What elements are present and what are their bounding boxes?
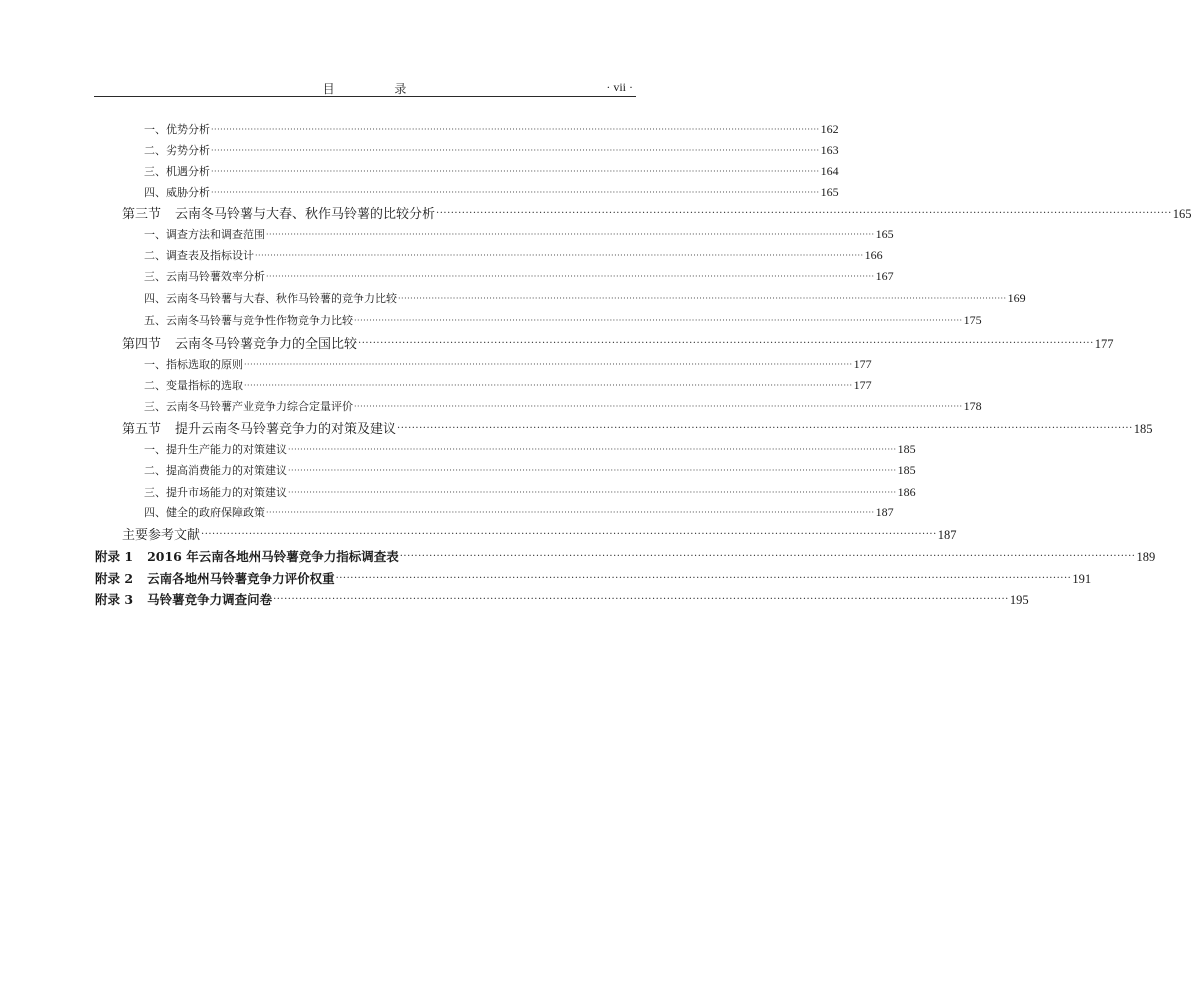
toc-entry-number: 附录 3	[95, 592, 134, 607]
toc-dot-leader: ········································································································································································································	[358, 338, 1094, 349]
toc-entry[interactable]	[144, 121, 839, 137]
toc-dot-leader: ········································································································································································································	[397, 423, 1133, 434]
toc-dot-leader: ········································································································································································································	[398, 294, 1007, 303]
toc-entry[interactable]	[144, 504, 894, 520]
toc-dot-leader: ········································································································································································································	[244, 381, 853, 390]
toc-entry-text: 三、云南马铃薯效率分析	[144, 270, 265, 283]
toc-entry-title	[144, 290, 397, 306]
toc-entry-page: 195	[1009, 593, 1029, 607]
toc-entry-title	[144, 484, 287, 500]
toc-entry-text: 一、指标选取的原则	[144, 358, 243, 371]
toc-entry[interactable]	[144, 163, 839, 179]
toc-entry-page: 165	[820, 185, 839, 199]
toc-entry[interactable]	[144, 398, 982, 414]
toc-entry-title	[122, 418, 396, 437]
toc-entry-text: 马铃薯竞争力调查问卷	[147, 592, 273, 607]
header-divider	[94, 96, 636, 97]
page-header-number: · vii ·	[606, 80, 633, 94]
toc-entry[interactable]	[144, 142, 839, 158]
toc-entry-title	[144, 268, 265, 284]
toc-entry-title	[144, 163, 210, 179]
toc-entry-text: 三、机遇分析	[144, 165, 210, 178]
toc-entry-page: 177	[853, 357, 872, 371]
toc-entry-title	[144, 398, 353, 414]
toc-entry[interactable]	[144, 356, 872, 372]
toc-dot-leader: ········································································································································································································	[335, 573, 1072, 584]
toc-entry[interactable]	[144, 226, 894, 242]
toc-dot-leader: ········································································································································································································	[273, 594, 1009, 605]
toc-entry-title	[95, 590, 272, 608]
toc-entry-title	[95, 569, 335, 587]
toc-entry-text: 提升云南冬马铃薯竞争力的对策及建议	[175, 422, 397, 437]
toc-entry-page: 164	[820, 164, 839, 178]
toc-entry[interactable]	[122, 334, 1114, 352]
toc-dot-leader: ········································································································································································································	[211, 167, 820, 176]
toc-entry-title	[95, 547, 399, 565]
toc-entry-number: 第三节	[122, 207, 162, 222]
toc-entry-page: 165	[875, 227, 894, 241]
toc-entry-title	[144, 121, 210, 137]
toc-entry[interactable]	[144, 462, 916, 478]
toc-entry-title	[144, 462, 287, 478]
toc-dot-leader: ········································································································································································································	[244, 360, 853, 369]
toc-entry-page: 185	[897, 442, 916, 456]
toc-entry[interactable]	[144, 184, 839, 200]
toc-dot-leader: ········································································································································································································	[211, 188, 820, 197]
toc-entry-title	[122, 524, 200, 543]
toc-entry-page: 177	[1094, 337, 1114, 351]
toc-dot-leader: ········································································································································································································	[255, 251, 864, 260]
toc-dot-leader: ········································································································································································································	[354, 402, 963, 411]
toc-dot-leader: ········································································································································································································	[266, 272, 875, 281]
toc-entry-text: 一、优势分析	[144, 123, 210, 136]
toc-entry-title	[144, 142, 210, 158]
toc-dot-leader: ········································································································································································································	[201, 529, 937, 540]
toc-entry-page: 163	[820, 143, 839, 157]
toc-entry-text: 一、提升生产能力的对策建议	[144, 443, 287, 456]
toc-entry-text: 四、健全的政府保障政策	[144, 506, 265, 519]
toc-entry-title	[144, 504, 265, 520]
toc-entry[interactable]	[122, 525, 957, 543]
toc-entry-number: 第五节	[122, 422, 162, 437]
toc-dot-leader: ········································································································································································································	[266, 508, 875, 517]
toc-entry-page: 186	[897, 485, 916, 499]
toc-entry-text: 四、威胁分析	[144, 186, 210, 199]
toc-entry[interactable]	[144, 268, 894, 284]
page-header-title: 目 录	[322, 82, 435, 96]
toc-entry-title	[122, 333, 357, 352]
toc-dot-leader: ········································································································································································································	[211, 146, 820, 155]
toc-entry-text: 云南冬马铃薯竞争力的全国比较	[175, 337, 358, 352]
toc-entry[interactable]	[95, 547, 1156, 565]
toc-entry-page: 169	[1007, 291, 1026, 305]
toc-entry-title	[144, 377, 243, 393]
toc-entry[interactable]	[144, 312, 982, 328]
toc-entry-text: 三、提升市场能力的对策建议	[144, 486, 287, 499]
toc-dot-leader: ········································································································································································································	[354, 316, 963, 325]
toc-dot-leader: ········································································································································································································	[211, 125, 820, 134]
toc-entry-title	[144, 356, 243, 372]
toc-entry-text: 二、变量指标的选取	[144, 379, 243, 392]
toc-entry[interactable]	[122, 204, 1192, 222]
toc-entry-text: 云南冬马铃薯与大春、秋作马铃薯的比较分析	[175, 207, 436, 222]
toc-entry[interactable]	[144, 441, 916, 457]
toc-entry-number: 附录 2	[95, 571, 134, 586]
toc-entry-text: 四、云南冬马铃薯与大春、秋作马铃薯的竞争力比较	[144, 292, 397, 305]
toc-entry-text: 主要参考文献	[122, 528, 201, 543]
toc-entry-text: 一、调查方法和调查范围	[144, 228, 265, 241]
toc-entry-page: 166	[864, 248, 883, 262]
toc-entry[interactable]	[122, 419, 1153, 437]
toc-entry-page: 165	[1172, 207, 1192, 221]
toc-entry-text: 二、提高消费能力的对策建议	[144, 464, 287, 477]
toc-entry-page: 162	[820, 122, 839, 136]
toc-entry-title	[144, 312, 353, 328]
toc-entry-number: 第四节	[122, 337, 162, 352]
toc-entry[interactable]	[95, 569, 1092, 587]
toc-entry[interactable]	[144, 290, 1026, 306]
toc-entry-page: 189	[1136, 550, 1156, 564]
toc-dot-leader: ········································································································································································································	[399, 551, 1136, 562]
toc-entry-title	[144, 184, 210, 200]
toc-entry-page: 185	[1133, 422, 1153, 436]
toc-entry[interactable]	[144, 484, 916, 500]
toc-entry-text: 五、云南冬马铃薯与竞争性作物竞争力比较	[144, 314, 353, 327]
toc-entry-number: 附录 1	[95, 549, 134, 564]
toc-entry-text: 云南各地州马铃薯竞争力评价权重	[147, 571, 335, 586]
toc-dot-leader: ········································································································································································································	[266, 230, 875, 239]
toc-entry-page: 187	[937, 528, 957, 542]
toc-entry-title	[144, 247, 254, 263]
toc-entry-text: 三、云南冬马铃薯产业竞争力综合定量评价	[144, 400, 353, 413]
toc-entry-title	[122, 203, 435, 222]
toc-entry-page: 191	[1072, 572, 1092, 586]
toc-entry-text: 二、调查表及指标设计	[144, 249, 254, 262]
toc-dot-leader: ········································································································································································································	[288, 466, 897, 475]
toc-entry-title	[144, 441, 287, 457]
toc-entry-page: 178	[963, 399, 982, 413]
toc-entry-text: 2016 年云南各地州马铃薯竞争力指标调查表	[147, 549, 399, 564]
toc-entry-page: 185	[897, 463, 916, 477]
toc-dot-leader: ········································································································································································································	[288, 488, 897, 497]
toc-entry-text: 二、劣势分析	[144, 144, 210, 157]
toc-entry-title	[144, 226, 265, 242]
toc-dot-leader: ········································································································································································································	[436, 208, 1172, 219]
toc-entry-page: 177	[853, 378, 872, 392]
toc-entry-page: 187	[875, 505, 894, 519]
toc-entry-page: 175	[963, 313, 982, 327]
toc-entry-page: 167	[875, 269, 894, 283]
toc-dot-leader: ········································································································································································································	[288, 445, 897, 454]
toc-entry[interactable]	[95, 590, 1029, 608]
toc-entry[interactable]	[144, 377, 872, 393]
toc-entry[interactable]	[144, 247, 883, 263]
